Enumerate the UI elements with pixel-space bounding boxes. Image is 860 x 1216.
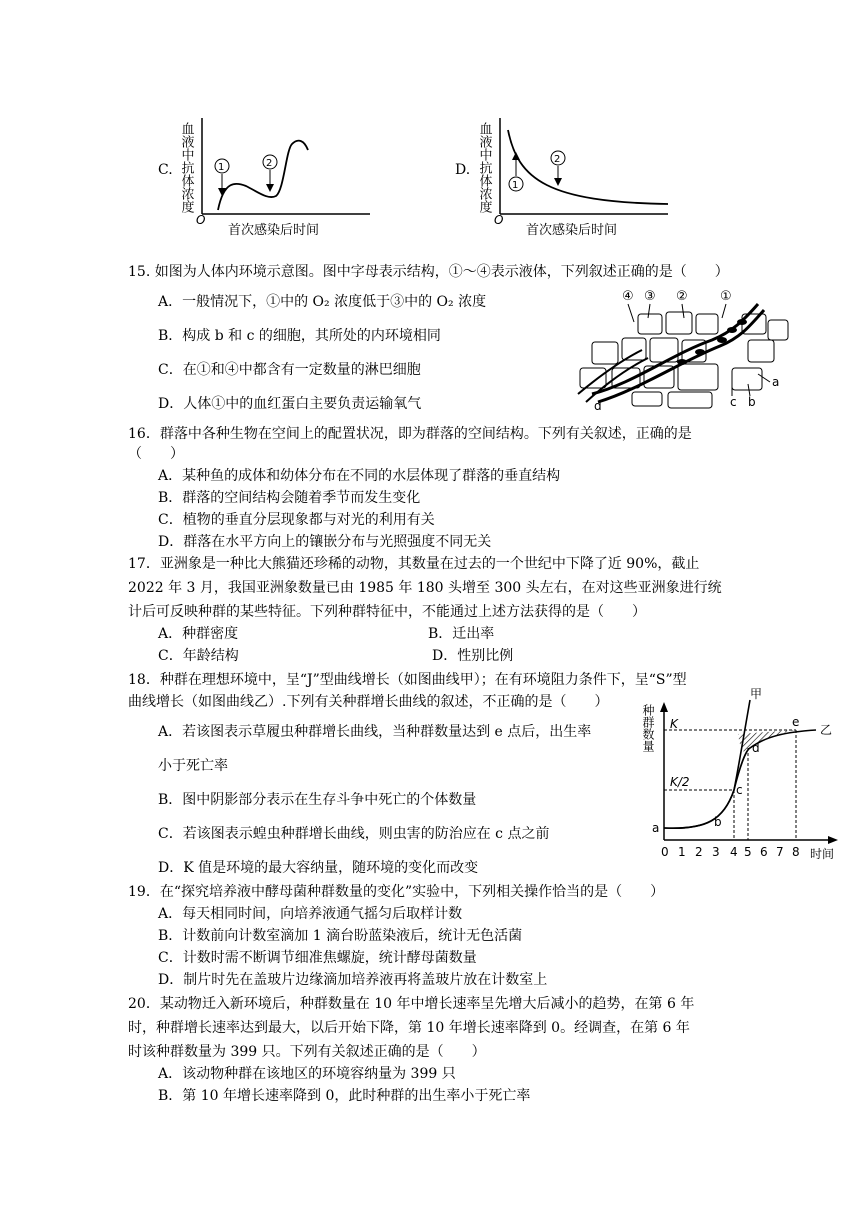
point-c: c (736, 783, 743, 797)
q16-stem: 16．群落中各种生物在空间上的配置状况，即为群落的空间结构。下列有关叙述，正确的是 (128, 426, 692, 442)
svg-text:2: 2 (695, 845, 703, 859)
q18-option-c[interactable]: C．若该图表示蝗虫种群增长曲线，则虫害的防治应在 c 点之前 (158, 826, 550, 842)
x-axis-label: 首次感染后时间 (228, 223, 320, 238)
q20-stem-2: 时，种群增长速率达到最大，以后开始下降，第 10 年增长速率降到 0。经调查，在第 6 年 (128, 1020, 690, 1036)
q19-stem: 19．在“探究培养液中酵母菌种群数量的变化”实验中，下列相关操作恰当的是（ ） (128, 884, 665, 900)
label-1: ① (720, 289, 732, 304)
label-c: c (730, 395, 737, 409)
option-d-label: D. (455, 162, 471, 178)
svg-text:1: 1 (678, 845, 686, 859)
label-4: ④ (622, 289, 634, 304)
svg-text:血液中抗体浓度: 血液中抗体浓度 (476, 122, 492, 213)
point-d: d (752, 741, 760, 755)
q18-growth-chart (641, 687, 846, 866)
x-axis-label: 时间 (810, 847, 835, 861)
q16-option-c[interactable]: C．植物的垂直分层现象都与对光的利用有关 (158, 512, 435, 528)
q15-option-a[interactable]: A．一般情况下，①中的 O₂ 浓度低于③中的 O₂ 浓度 (158, 294, 487, 310)
marker-2: 2 (266, 158, 273, 169)
point-b: b (714, 815, 722, 829)
q15-option-c[interactable]: C．在①和④中都含有一定数量的淋巴细胞 (158, 362, 421, 378)
graph-c (180, 110, 380, 240)
q17-stem-3: 计后可反映种群的某些特征。下列种群特征中，不能通过上述方法获得的是（ ） (128, 604, 646, 620)
k-label: K (670, 717, 678, 731)
label-2: ② (676, 289, 688, 304)
origin-label: O (196, 213, 206, 227)
q18-stem-2: 曲线增长（如图曲线乙）.下列有关种群增长曲线的叙述，不正确的是（ ） (128, 694, 609, 710)
point-e: e (792, 715, 800, 729)
q20-option-a[interactable]: A．该动物种群在该地区的环境容纳量为 399 只 (158, 1066, 456, 1082)
svg-text:4: 4 (730, 845, 738, 859)
svg-text:0: 0 (661, 845, 669, 859)
q18-option-a[interactable]: A．若该图表示草履虫种群增长曲线，当种群数量达到 e 点后，出生率 (158, 724, 592, 740)
marker-1: 1 (218, 162, 225, 173)
q17-option-a[interactable]: A．种群密度 (158, 626, 239, 642)
q18-option-a-cont: 小于死亡率 (158, 758, 228, 774)
svg-text:1: 1 (512, 180, 519, 191)
q20-option-b[interactable]: B．第 10 年增长速率降到 0，此时种群的出生率小于死亡率 (158, 1088, 531, 1104)
q16-option-d[interactable]: D．群落在水平方向上的镶嵌分布与光照强度不同无关 (158, 534, 492, 550)
svg-text:6: 6 (760, 845, 768, 859)
q15-option-b[interactable]: B．构成 b 和 c 的细胞，其所处的内环境相同 (158, 328, 441, 344)
x-ticks (661, 845, 800, 859)
q20-stem-3: 时该种群数量为 399 只。下列有关叙述正确的是（ ） (128, 1044, 486, 1060)
svg-text:2: 2 (554, 154, 561, 165)
q17-option-b[interactable]: B．迁出率 (428, 626, 495, 642)
q19-option-b[interactable]: B．计数前向计数室滴加 1 滴台盼蓝染液后，统计无色活菌 (158, 928, 523, 944)
q19-option-c[interactable]: C．计数时需不断调节细准焦螺旋，统计酵母菌数量 (158, 950, 477, 966)
graph-d (478, 110, 678, 240)
label-b: b (748, 395, 756, 409)
svg-text:O: O (494, 213, 504, 227)
q16-option-a[interactable]: A．某种鱼的成体和幼体分布在不同的水层体现了群落的垂直结构 (158, 468, 561, 484)
y-axis-label: 种群数量 (641, 704, 655, 752)
y-axis-label: 血液中抗体浓度 (178, 122, 194, 213)
label-d: d (594, 399, 602, 413)
k2-label: K/2 (670, 775, 690, 789)
svg-text:7: 7 (776, 845, 784, 859)
q19-option-d[interactable]: D．制片时先在盖玻片边缘滴加培养液再将盖玻片放在计数室上 (158, 972, 548, 988)
svg-text:8: 8 (792, 845, 800, 859)
label-a: a (772, 375, 780, 389)
q15-option-d[interactable]: D．人体①中的血红蛋白主要负责运输氧气 (158, 396, 422, 412)
q16-option-b[interactable]: B．群落的空间结构会随着季节而发生变化 (158, 490, 421, 506)
q15-stem: 15. 如图为人体内环境示意图。图中字母表示结构，①～④表示液体，下列叙述正确的是（ ） (128, 264, 729, 280)
option-c-label: C. (158, 162, 173, 178)
q17-stem-2: 2022 年 3 月，我国亚洲象数量已由 1985 年 180 头增至 300 头左右，在对这些亚洲象进行统 (128, 580, 722, 596)
curve-j-label: 甲 (750, 687, 763, 701)
q17-stem-1: 17．亚洲象是一种比大熊猫还珍稀的动物，其数量在过去的一个世纪中下降了近 90%，截止 (128, 556, 700, 572)
q15-tissue-figure (572, 284, 792, 414)
q18-option-d[interactable]: D．K 值是环境的最大容纳量，随环境的变化而改变 (158, 860, 479, 876)
q16-stem-cont: （ ） (128, 446, 184, 462)
curve-s-label: 乙 (820, 723, 833, 737)
q20-stem-1: 20．某动物迁入新环境后，种群数量在 10 年中增长速率呈先增大后减小的趋势，在第 6 年 (128, 996, 695, 1012)
svg-text:首次感染后时间: 首次感染后时间 (526, 223, 618, 238)
q17-option-d[interactable]: D．性别比例 (432, 648, 514, 664)
svg-text:5: 5 (744, 845, 752, 859)
q18-stem-1: 18．种群在理想环境中，呈“J”型曲线增长（如图曲线甲）；在有环境阻力条件下，呈“S”型 (128, 672, 687, 688)
q19-option-a[interactable]: A．每天相同时间，向培养液通气摇匀后取样计数 (158, 906, 463, 922)
point-a: a (652, 821, 660, 835)
svg-text:3: 3 (712, 845, 720, 859)
label-3: ③ (644, 289, 656, 304)
q17-option-c[interactable]: C．年龄结构 (158, 648, 239, 664)
q18-option-b[interactable]: B．图中阴影部分表示在生存斗争中死亡的个体数量 (158, 792, 477, 808)
